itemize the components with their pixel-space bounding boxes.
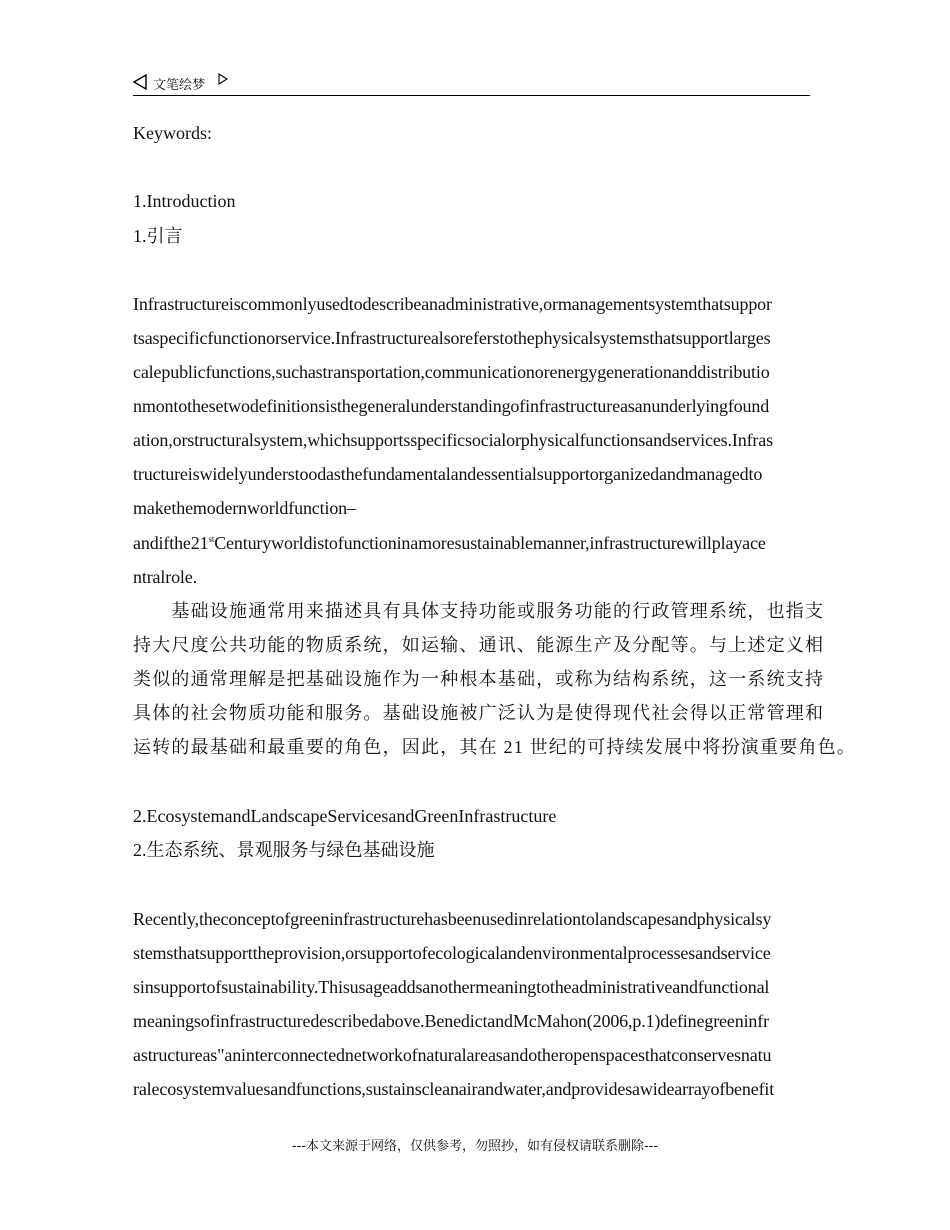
paragraph-line-cn: 具体的社会物质功能和服务。基础设施被广泛认为是使得现代社会得以正常管理和	[133, 703, 825, 723]
section1-title-cn: 1.引言	[133, 226, 183, 246]
page-footer: ---本文来源于网络，仅供参考，勿照抄，如有侵权请联系删除---	[291, 1139, 659, 1154]
paragraph-line: Recently,theconceptofgreeninfrastructurehasbeenusedinrelationtolandscapesandphysicalsy	[133, 909, 772, 929]
paragraph-line: astructureas"aninterconnectednetworkofnaturalareasandotheropenspacesthatconservesnatu	[133, 1045, 772, 1065]
paragraph-line	[133, 532, 813, 554]
paragraph-line-cn: 基础设施通常用来描述具有具体支持功能或服务功能的行政管理系统，也指支	[133, 601, 825, 621]
paragraph-line: tructureiswidelyunderstoodasthefundamentalandessentialsupportorganizedandmanagedto	[133, 464, 763, 484]
page-header	[133, 70, 810, 96]
paragraph-line: meaningsofinfrastructuredescribedabove.BenedictandMcMahon(2006,p.1)definegreeninfr	[133, 1011, 769, 1031]
triangle-left-icon	[133, 74, 147, 90]
section2-title-en: 2.EcosystemandLandscapeServicesandGreenInfrastructure	[133, 806, 557, 826]
header-brand: 文笔绘梦	[153, 78, 206, 93]
paragraph-line: nmontothesetwodefinitionsisthegeneralunderstandingofinfrastructureasanunderlyingfound	[133, 396, 770, 416]
paragraph-line: Infrastructureiscommonlyusedtodescribeanadministrative,ormanagementsystemthatsuppor	[133, 294, 772, 314]
paragraph-line: calepublicfunctions,suchastransportation,communicationorenergygenerationanddistributio	[133, 362, 770, 382]
paragraph-line-cn: 持大尺度公共功能的物质系统，如运输、通讯、能源生产及分配等。与上述定义相	[133, 635, 825, 655]
paragraph-line: ralecosystemvaluesandfunctions,sustainscleanairandwater,andprovidesawidearrayofbenefit	[133, 1079, 775, 1099]
paragraph-text: andifthe21	[133, 533, 209, 553]
section1-title-en: 1.Introduction	[133, 191, 236, 211]
section2-title-cn: 2.生态系统、景观服务与绿色基础设施	[133, 840, 435, 860]
paragraph-line: makethemodernworldfunction–	[133, 498, 356, 518]
paragraph-line: stemsthatsupporttheprovision,orsupportofecologicalandenvironmentalprocessesandservice	[133, 943, 771, 963]
paragraph-line-cn: 运转的最基础和最重要的角色，因此，其在 21 世纪的可持续发展中将扮演重要角色。	[133, 737, 856, 757]
paragraph-line: tsaspecificfunctionorservice.Infrastructurealsoreferstothephysicalsystemsthatsupportlarges	[133, 328, 771, 348]
paragraph-line: ation,orstructuralsystem,whichsupportsspecificsocialorphysicalfunctionsandservices.Infras	[133, 430, 773, 450]
paragraph-line: sinsupportofsustainability.Thisusageaddsanothermeaningtotheadministrativeandfunctional	[133, 977, 770, 997]
paragraph-line: ntralrole.	[133, 567, 197, 587]
paragraph-text: Centuryworldistofunctioninamoresustainablemanner,infrastructurewillplayace	[214, 533, 766, 553]
triangle-right-icon	[218, 73, 228, 85]
superscript: st	[208, 534, 215, 544]
paragraph-line-cn: 类似的通常理解是把基础设施作为一种根本基础，或称为结构系统，这一系统支持	[133, 669, 825, 689]
keywords-label: Keywords:	[133, 123, 212, 143]
